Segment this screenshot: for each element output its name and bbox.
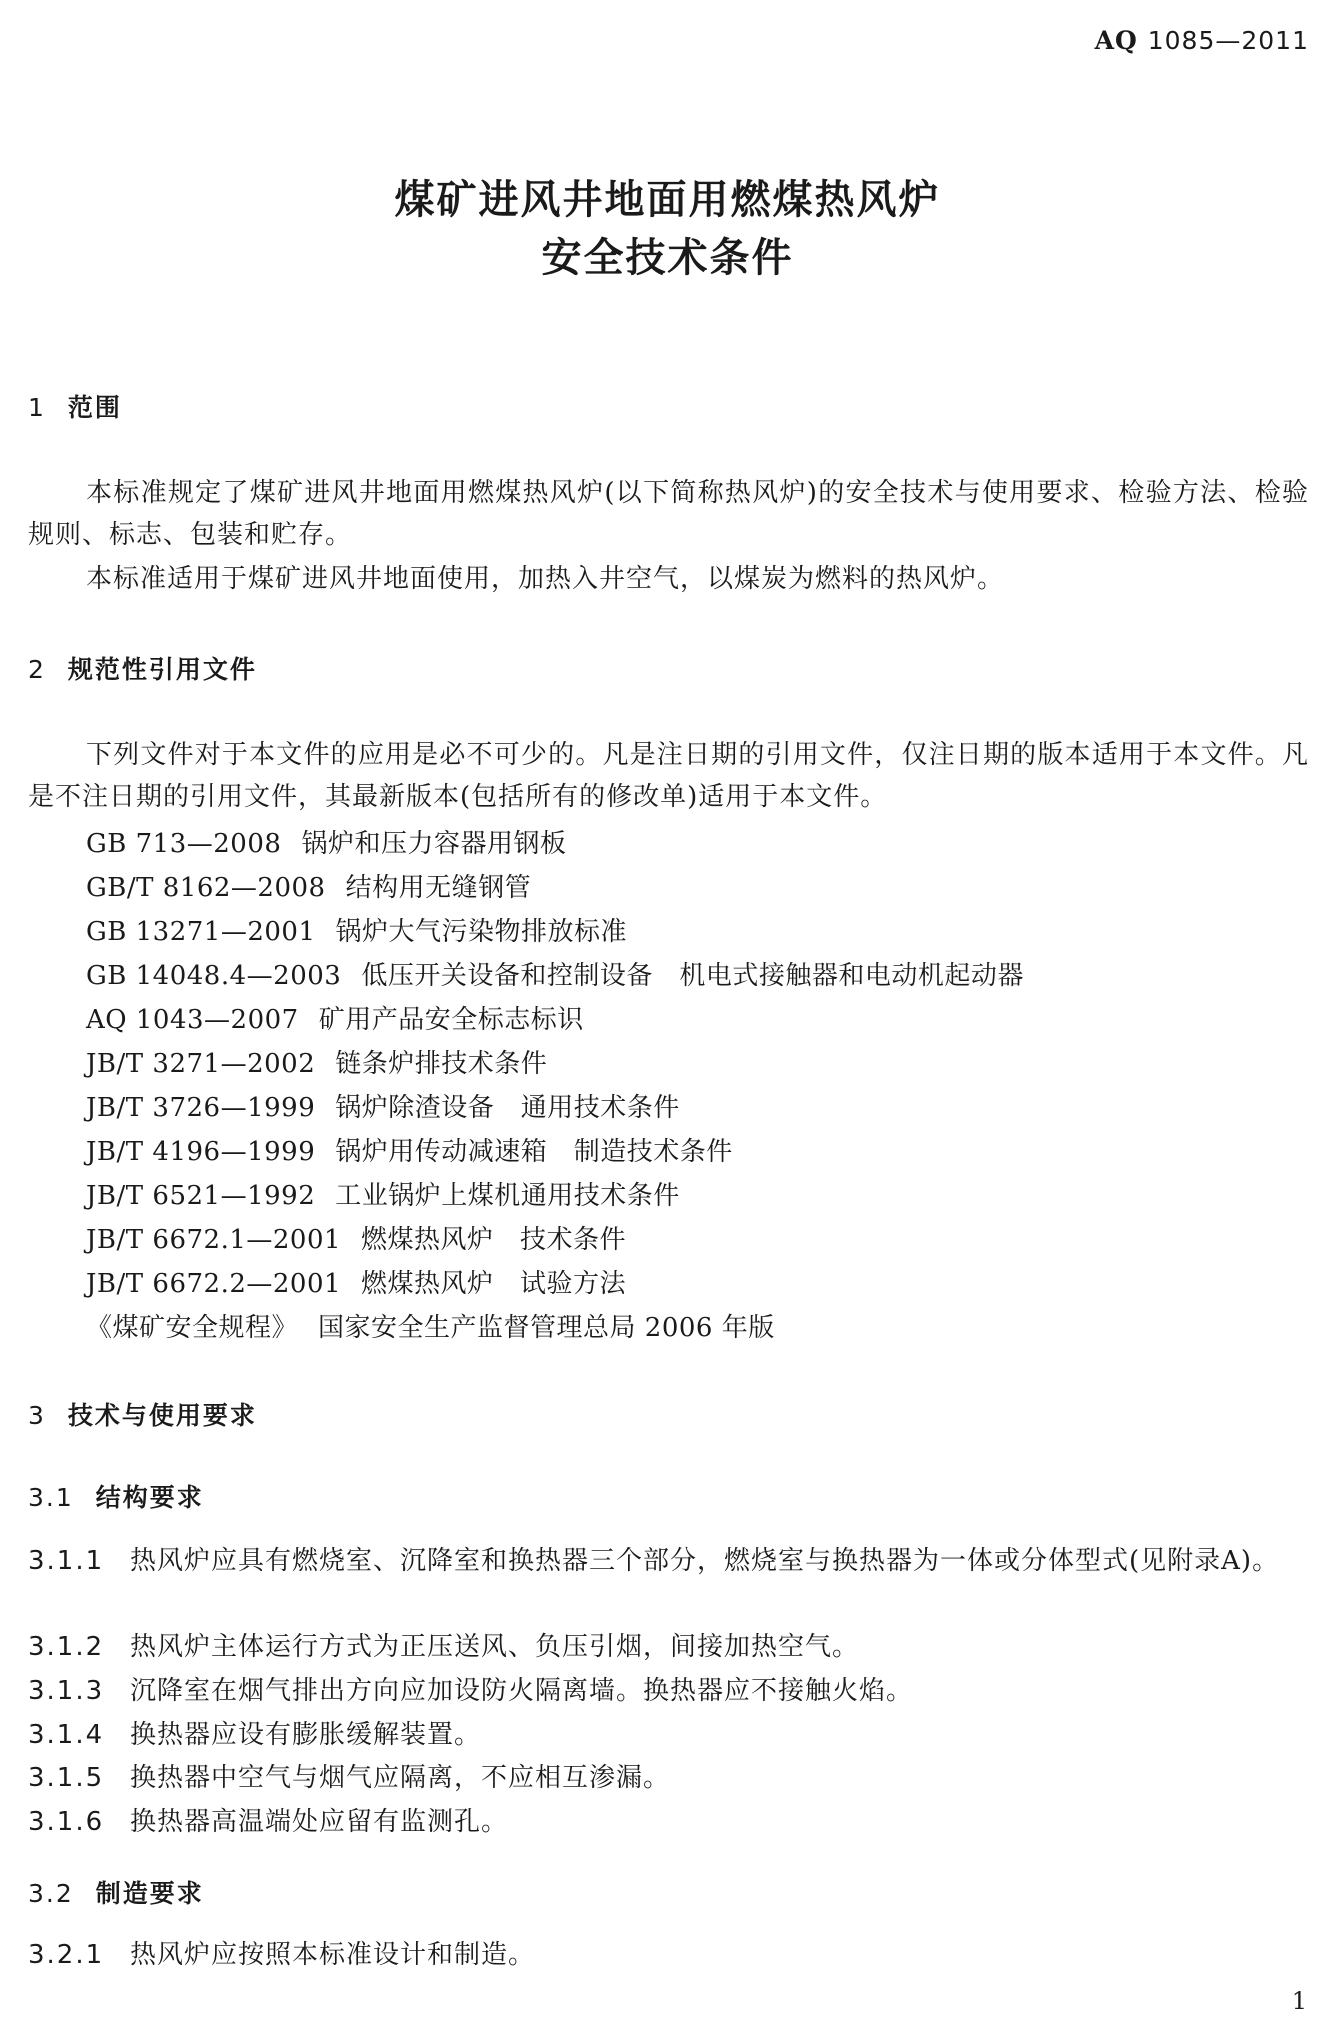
clause-3-2-1: 3.2.1 热风炉应按照本标准设计和制造。 xyxy=(28,1940,536,1970)
section-3-heading: 3 技术与使用要求 xyxy=(28,1401,257,1430)
reference-item: JB/T 6672.2—2001 燃煤热风炉 试验方法 xyxy=(86,1269,627,1299)
reference-item: JB/T 6672.1—2001 燃煤热风炉 技术条件 xyxy=(86,1225,627,1255)
section-1-para-2: 本标准适用于煤矿进风井地面使用，加热入井空气，以煤炭为燃料的热风炉。 xyxy=(86,564,1005,594)
doc-title-line2: 安全技术条件 xyxy=(541,235,794,281)
reference-item: GB 713—2008 锅炉和压力容器用钢板 xyxy=(86,829,567,859)
reference-item: JB/T 3271—2002 链条炉排技术条件 xyxy=(86,1049,548,1079)
reference-item: 《煤矿安全规程》 国家安全生产监督管理总局 2006 年版 xyxy=(86,1313,775,1343)
clause-3-1-2: 3.1.2 热风炉主体运行方式为正压送风、负压引烟，间接加热空气。 xyxy=(28,1632,860,1662)
normative-references xyxy=(86,822,1024,1350)
section-2-para-1: 下列文件对于本文件的应用是必不可少的。凡是注日期的引用文件，仅注日期的版本适用于本文件。凡是不注日期的引用文件，其最新版本(包括所有的修改单)适用于本文件。 xyxy=(28,740,1309,812)
clause-3-1-1: 3.1.1 热风炉应具有燃烧室、沉降室和换热器三个部分，燃烧室与换热器为一体或分体型式(见附录A)。 xyxy=(28,1546,1280,1576)
page-number: 1 xyxy=(1291,1987,1307,2015)
reference-item: JB/T 3726—1999 锅炉除渣设备 通用技术条件 xyxy=(86,1093,680,1123)
reference-item: JB/T 4196—1999 锅炉用传动减速箱 制造技术条件 xyxy=(86,1137,733,1167)
clause-3-1-4: 3.1.4 换热器应设有膨胀缓解装置。 xyxy=(28,1720,482,1750)
clause-3-1-6: 3.1.6 换热器高温端处应留有监测孔。 xyxy=(28,1807,509,1837)
section-3-2-heading: 3.2 制造要求 xyxy=(28,1879,204,1908)
section-1-heading: 1 范围 xyxy=(28,393,122,422)
reference-item: JB/T 6521—1992 工业锅炉上煤机通用技术条件 xyxy=(86,1181,680,1211)
doc-title-line1: 煤矿进风井地面用燃煤热风炉 xyxy=(394,177,941,223)
standard-code: AQ 1085—2011 xyxy=(1094,26,1309,55)
reference-item: GB 13271—2001 锅炉大气污染物排放标准 xyxy=(86,917,628,947)
reference-item: GB/T 8162—2008 结构用无缝钢管 xyxy=(86,873,532,903)
clause-3-1-3: 3.1.3 沉降室在烟气排出方向应加设防火隔离墙。换热器应不接触火焰。 xyxy=(28,1676,914,1706)
reference-item: GB 14048.4—2003 低压开关设备和控制设备 机电式接触器和电动机起动器 xyxy=(86,961,1024,991)
section-3-1-heading: 3.1 结构要求 xyxy=(28,1483,204,1512)
clause-3-1-5: 3.1.5 换热器中空气与烟气应隔离，不应相互渗漏。 xyxy=(28,1763,671,1793)
section-2-heading: 2 规范性引用文件 xyxy=(28,655,257,684)
section-1-para-1: 本标准规定了煤矿进风井地面用燃煤热风炉(以下简称热风炉)的安全技术与使用要求、检验方法、检验规则、标志、包装和贮存。 xyxy=(28,478,1309,550)
reference-item: AQ 1043—2007 矿用产品安全标志标识 xyxy=(86,1005,584,1035)
